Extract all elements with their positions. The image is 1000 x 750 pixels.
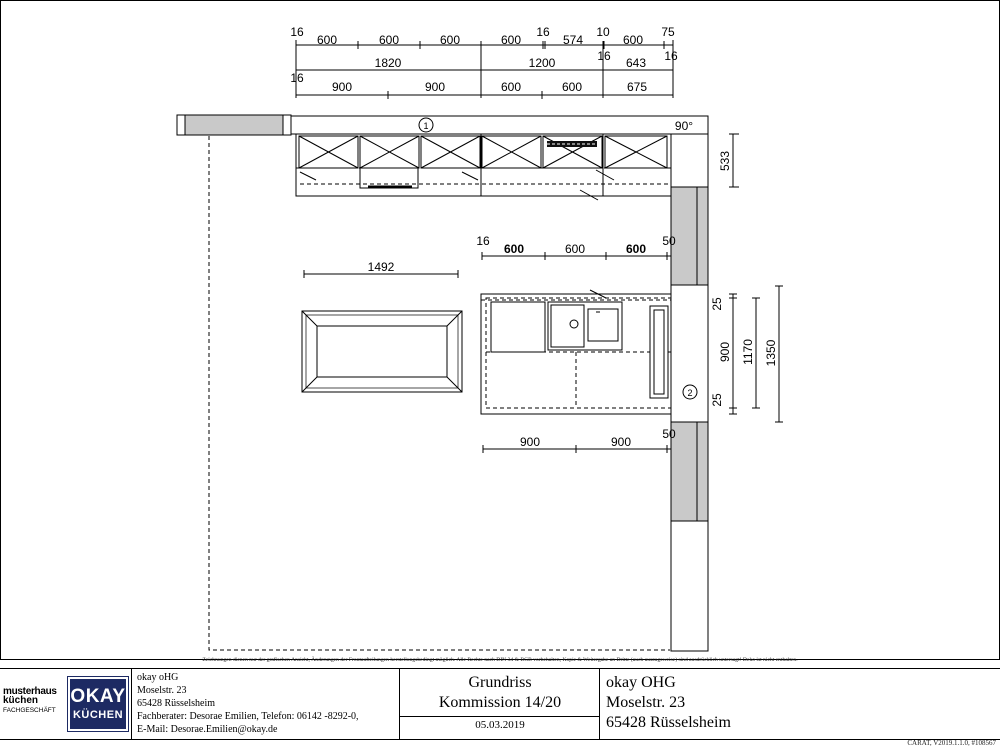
svg-text:50: 50 xyxy=(662,427,676,441)
svg-text:675: 675 xyxy=(626,80,648,94)
svg-text:16: 16 xyxy=(536,25,550,39)
address-name: okay OHG xyxy=(606,674,676,691)
window-frame-right xyxy=(283,115,291,135)
marker-1-label: 1 xyxy=(423,121,429,131)
top-wall-window xyxy=(179,115,289,135)
svg-text:1820: 1820 xyxy=(374,56,402,70)
svg-text:643: 643 xyxy=(625,56,647,70)
legal-disclaimer: Zeichnungen dienen nur der grafischen Ansicht, Änderungen der Frontaufteilungen herstellungsbedingt möglich. Alle Rechte nach DIN 34 & BGB vorbehalten, Kopie & Weitergabe an Dritte (auch auszugsweise) sind ausdrücklich untersagt! Deko ist nicht enthalten. xyxy=(202,657,798,663)
back-wall-cabinets xyxy=(296,134,671,200)
dealer-info-cell xyxy=(132,669,400,739)
table-width-label: 1492 xyxy=(367,260,395,274)
svg-text:600: 600 xyxy=(564,242,586,256)
svg-text:900: 900 xyxy=(718,341,732,363)
commission-number: Kommission 14/20 xyxy=(438,694,562,711)
dealer-city: 65428 Rüsselsheim xyxy=(137,698,216,709)
svg-text:25: 25 xyxy=(710,297,724,311)
title-block xyxy=(0,668,1000,740)
okay-kuechen-logo xyxy=(68,677,128,731)
customer-address-cell xyxy=(600,669,1000,739)
dealer-advisor: Fachberater: Desorae Emilien, Telefon: 06142 -8292-0, xyxy=(137,711,359,722)
software-version: CARAT, V2019.1.1.0, #108567 xyxy=(907,739,996,747)
logo-line-3: FACHGESCHÄFT xyxy=(3,707,56,714)
title-separator xyxy=(400,716,600,717)
svg-text:600: 600 xyxy=(316,33,338,47)
svg-text:900: 900 xyxy=(331,80,353,94)
svg-text:50: 50 xyxy=(662,234,676,248)
svg-text:16: 16 xyxy=(290,71,304,85)
svg-text:600: 600 xyxy=(500,80,522,94)
svg-text:600: 600 xyxy=(622,33,644,47)
svg-text:600: 600 xyxy=(503,242,525,256)
drawing-title-cell xyxy=(400,669,600,739)
svg-text:900: 900 xyxy=(424,80,446,94)
svg-text:16: 16 xyxy=(664,49,678,63)
kitchen-island xyxy=(481,290,671,414)
svg-text:600: 600 xyxy=(378,33,400,47)
svg-text:75: 75 xyxy=(661,25,675,39)
svg-text:900: 900 xyxy=(610,435,632,449)
right-wall-window-1 xyxy=(671,187,708,285)
address-city: 65428 Rüsselsheim xyxy=(606,714,731,731)
drawing-title: Grundriss xyxy=(468,674,532,691)
address-street: Moselstr. 23 xyxy=(606,694,686,711)
svg-text:600: 600 xyxy=(439,33,461,47)
top-wall xyxy=(291,116,708,134)
marker-2-label: 2 xyxy=(687,388,693,398)
right-wall-window-2 xyxy=(671,422,708,521)
svg-text:1350: 1350 xyxy=(764,339,778,367)
top-dimension-chains xyxy=(296,40,673,99)
svg-text:1170: 1170 xyxy=(741,339,755,365)
dining-table xyxy=(302,311,462,392)
svg-text:16: 16 xyxy=(476,234,490,248)
musterhaus-logo xyxy=(3,687,65,715)
logo-line-2: küchen xyxy=(3,695,39,706)
svg-text:600: 600 xyxy=(500,33,522,47)
okay-logo-bottom: KÜCHEN xyxy=(72,709,124,721)
dimension-row-1 xyxy=(290,25,675,47)
logo-line-1: musterhaus xyxy=(3,686,57,697)
svg-text:16: 16 xyxy=(290,25,304,39)
okay-logo-top: OKAY xyxy=(70,686,126,707)
dimension-row-3 xyxy=(290,71,647,94)
svg-text:16: 16 xyxy=(597,49,611,63)
dealer-email: E-Mail: Desorae.Emilien@okay.de xyxy=(137,724,278,735)
angle-label: 90° xyxy=(674,119,694,133)
svg-text:574: 574 xyxy=(562,33,584,47)
window-frame-left xyxy=(177,115,185,135)
dealer-name: okay oHG xyxy=(137,672,179,683)
svg-text:600: 600 xyxy=(625,242,647,256)
logo-cell xyxy=(0,669,132,739)
svg-text:1200: 1200 xyxy=(528,56,556,70)
dim-533: 533 xyxy=(718,150,732,172)
svg-text:25: 25 xyxy=(710,393,724,407)
drawing-date: 05.03.2019 xyxy=(475,719,525,731)
island-bottom-dimension xyxy=(483,445,671,453)
svg-text:900: 900 xyxy=(519,435,541,449)
dealer-street: Moselstr. 23 xyxy=(137,685,187,696)
svg-text:600: 600 xyxy=(561,80,583,94)
dimension-row-2 xyxy=(375,49,678,70)
svg-text:10: 10 xyxy=(596,25,610,39)
